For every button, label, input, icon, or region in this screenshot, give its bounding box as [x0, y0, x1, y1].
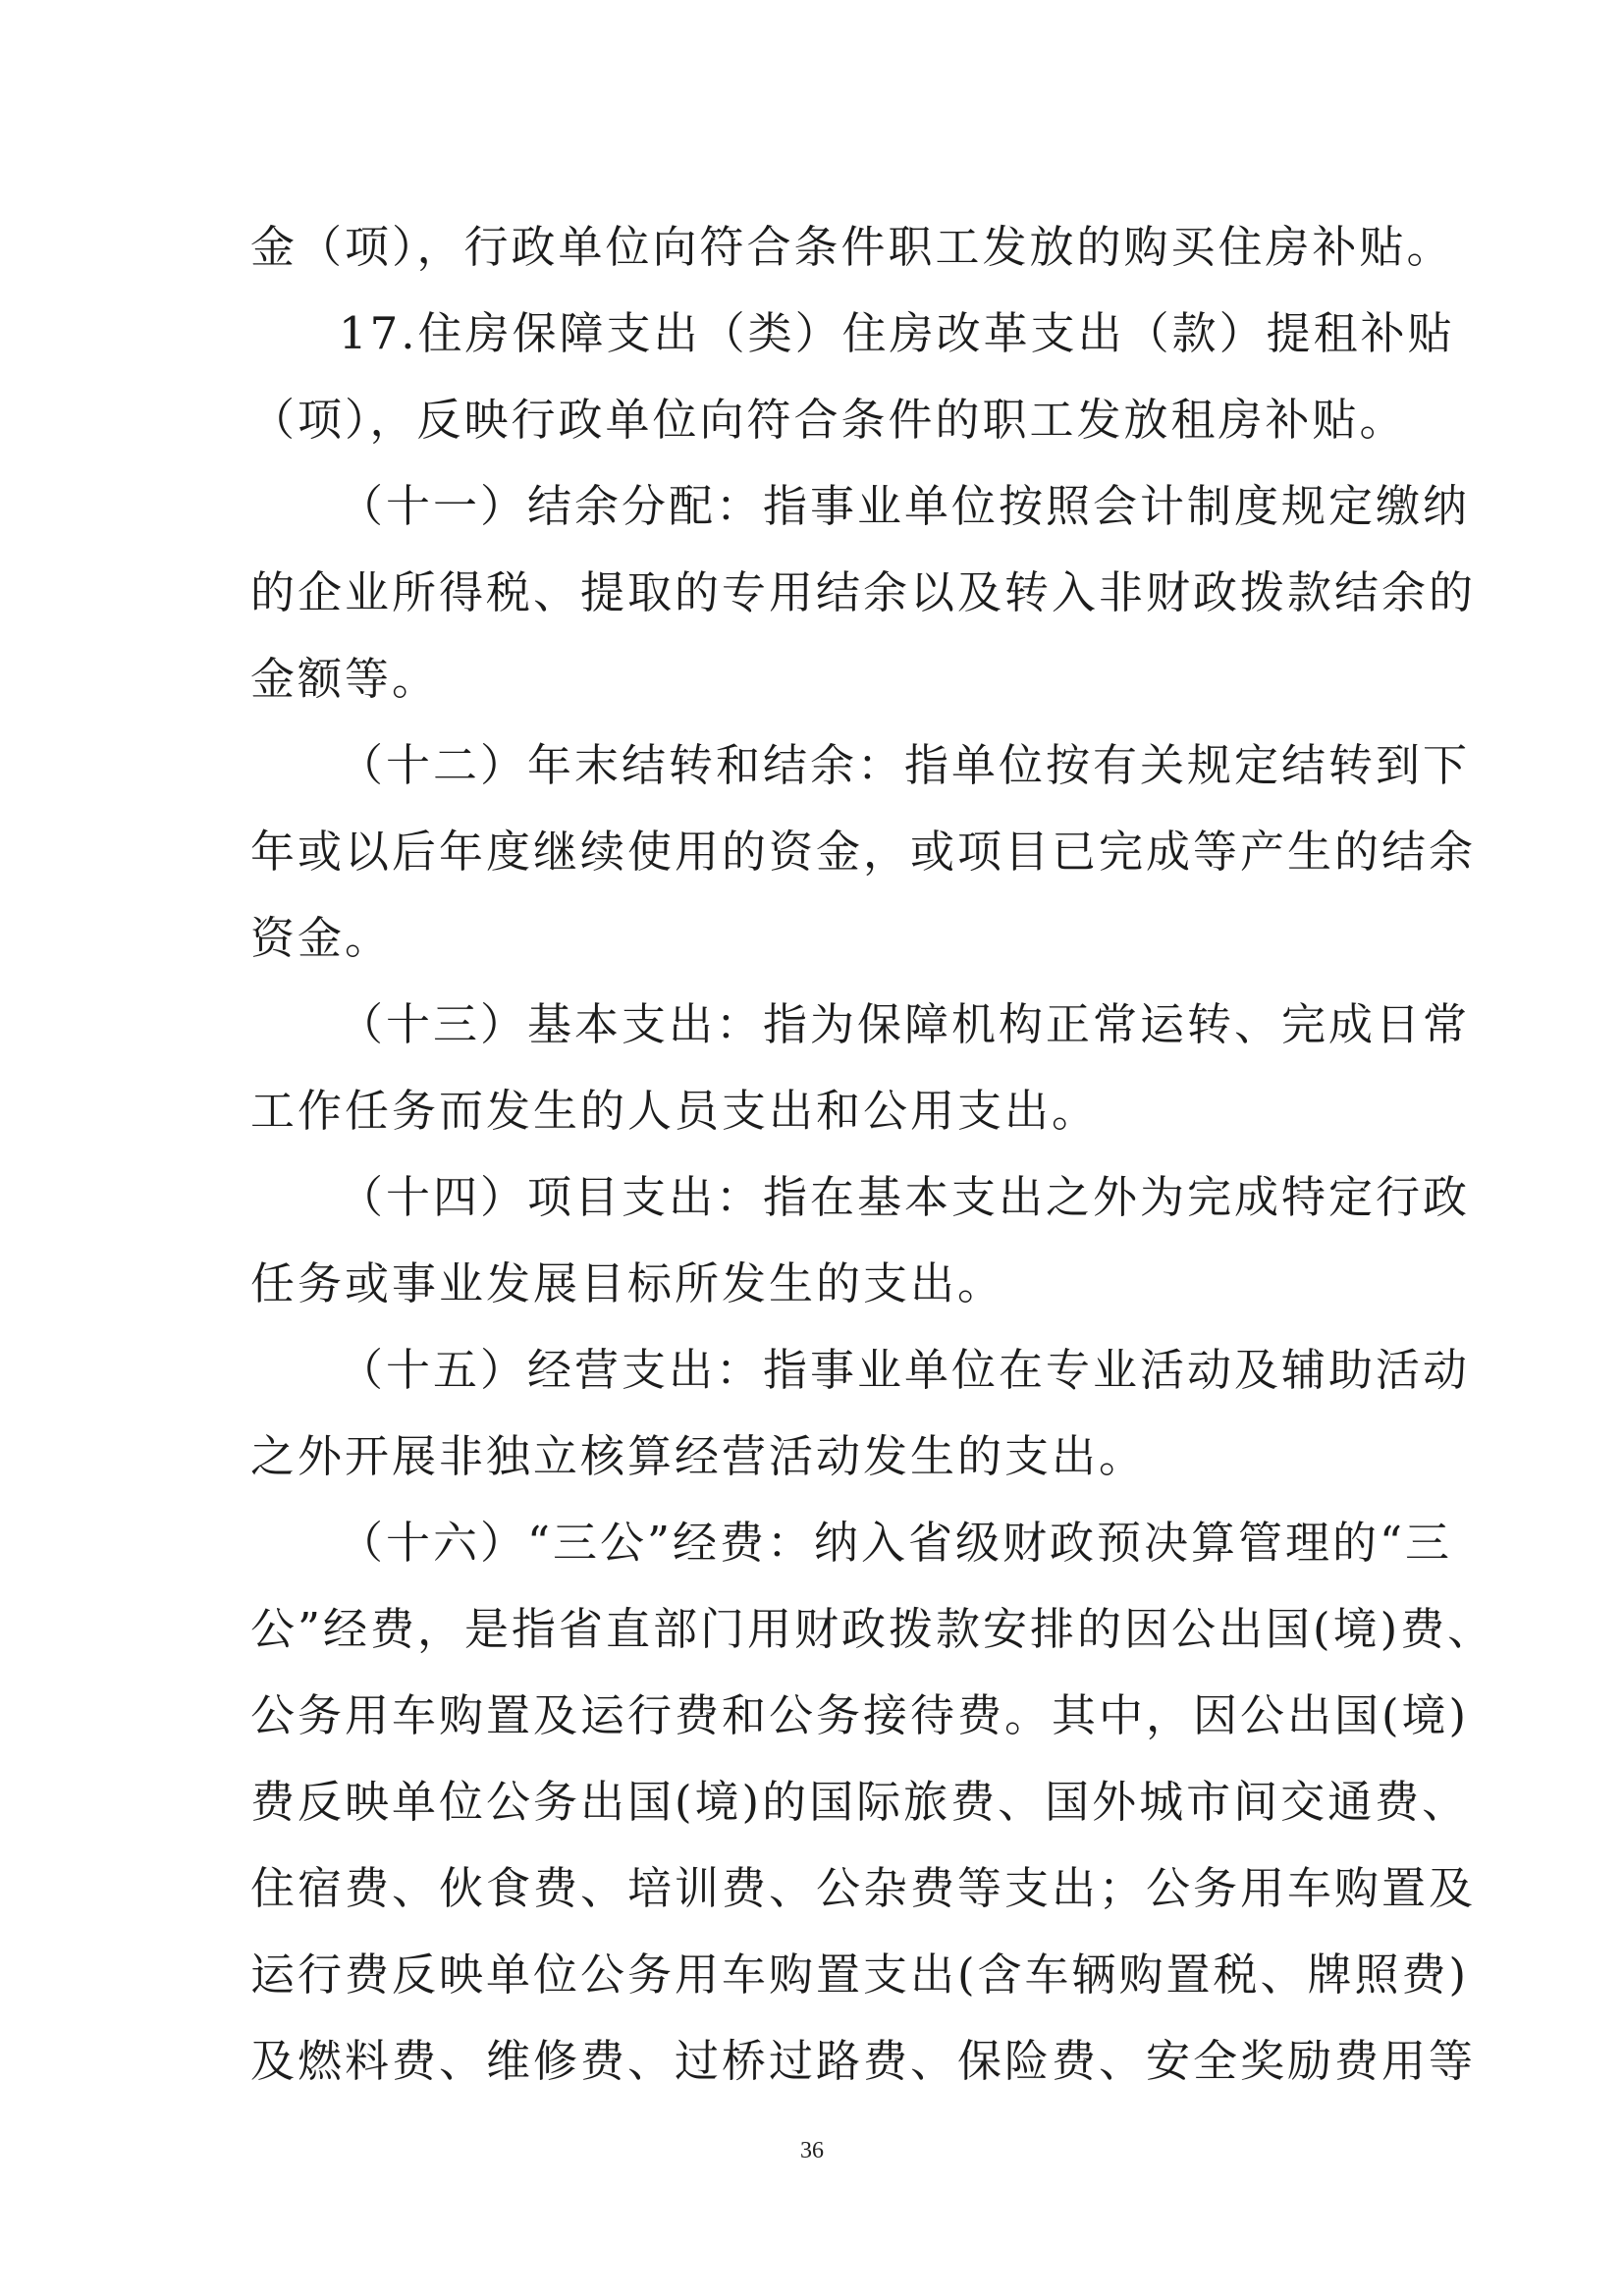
- text-line: 运行费反映单位公务用车购置支出(含车辆购置税、牌照费): [250, 1949, 1470, 2001]
- text-line: 年或以后年度继续使用的资金，或项目已完成等产生的结余: [250, 826, 1477, 878]
- text-line: （十二）年末结转和结余：指单位按有关规定结转到下: [339, 739, 1471, 791]
- text-line: 任务或事业发展目标所发生的支出。: [250, 1257, 1005, 1309]
- text-line: 费反映单位公务出国(境)的国际旅费、国外城市间交通费、: [250, 1776, 1470, 1828]
- text-line: （十一）结余分配：指事业单位按照会计制度规定缴纳: [339, 480, 1471, 532]
- text-line: （项），反映行政单位向符合条件的职工发放租房补贴。: [250, 394, 1407, 446]
- text-line: 工作任务而发生的人员支出和公用支出。: [250, 1085, 1100, 1137]
- page-number: 36: [800, 2138, 824, 2163]
- text-line: 金（项），行政单位向符合条件职工发放的购买住房补贴。: [250, 221, 1454, 273]
- text-line: （十五）经营支出：指事业单位在专业活动及辅助活动: [339, 1344, 1471, 1396]
- text-line: （十三）基本支出：指为保障机构正常运转、完成日常: [339, 998, 1471, 1050]
- text-line: （十四）项目支出：指在基本支出之外为完成特定行政: [339, 1171, 1471, 1223]
- text-line: 之外开展非独立核算经营活动发生的支出。: [250, 1430, 1147, 1482]
- text-line: 的企业所得税、提取的专用结余以及转入非财政拨款结余的: [250, 566, 1477, 618]
- text-line: 资金。: [250, 912, 393, 964]
- text-line: 公务用车购置及运行费和公务接待费。其中，因公出国(境): [250, 1689, 1470, 1741]
- text-line: 及燃料费、维修费、过桥过路费、保险费、安全奖励费用等: [250, 2035, 1477, 2087]
- text-line: 公”经费，是指省直部门用财政拨款安排的因公出国(境)费、: [250, 1603, 1495, 1655]
- text-line: 金额等。: [250, 653, 440, 705]
- document-body: [250, 204, 1495, 2105]
- text-line: （十六）“三公”经费：纳入省级财政预决算管理的“三: [339, 1517, 1453, 1569]
- text-line: 17.住房保障支出（类）住房改革支出（款）提租补贴: [339, 307, 1455, 359]
- text-line: 住宿费、伙食费、培训费、公杂费等支出；公务用车购置及: [250, 1862, 1477, 1914]
